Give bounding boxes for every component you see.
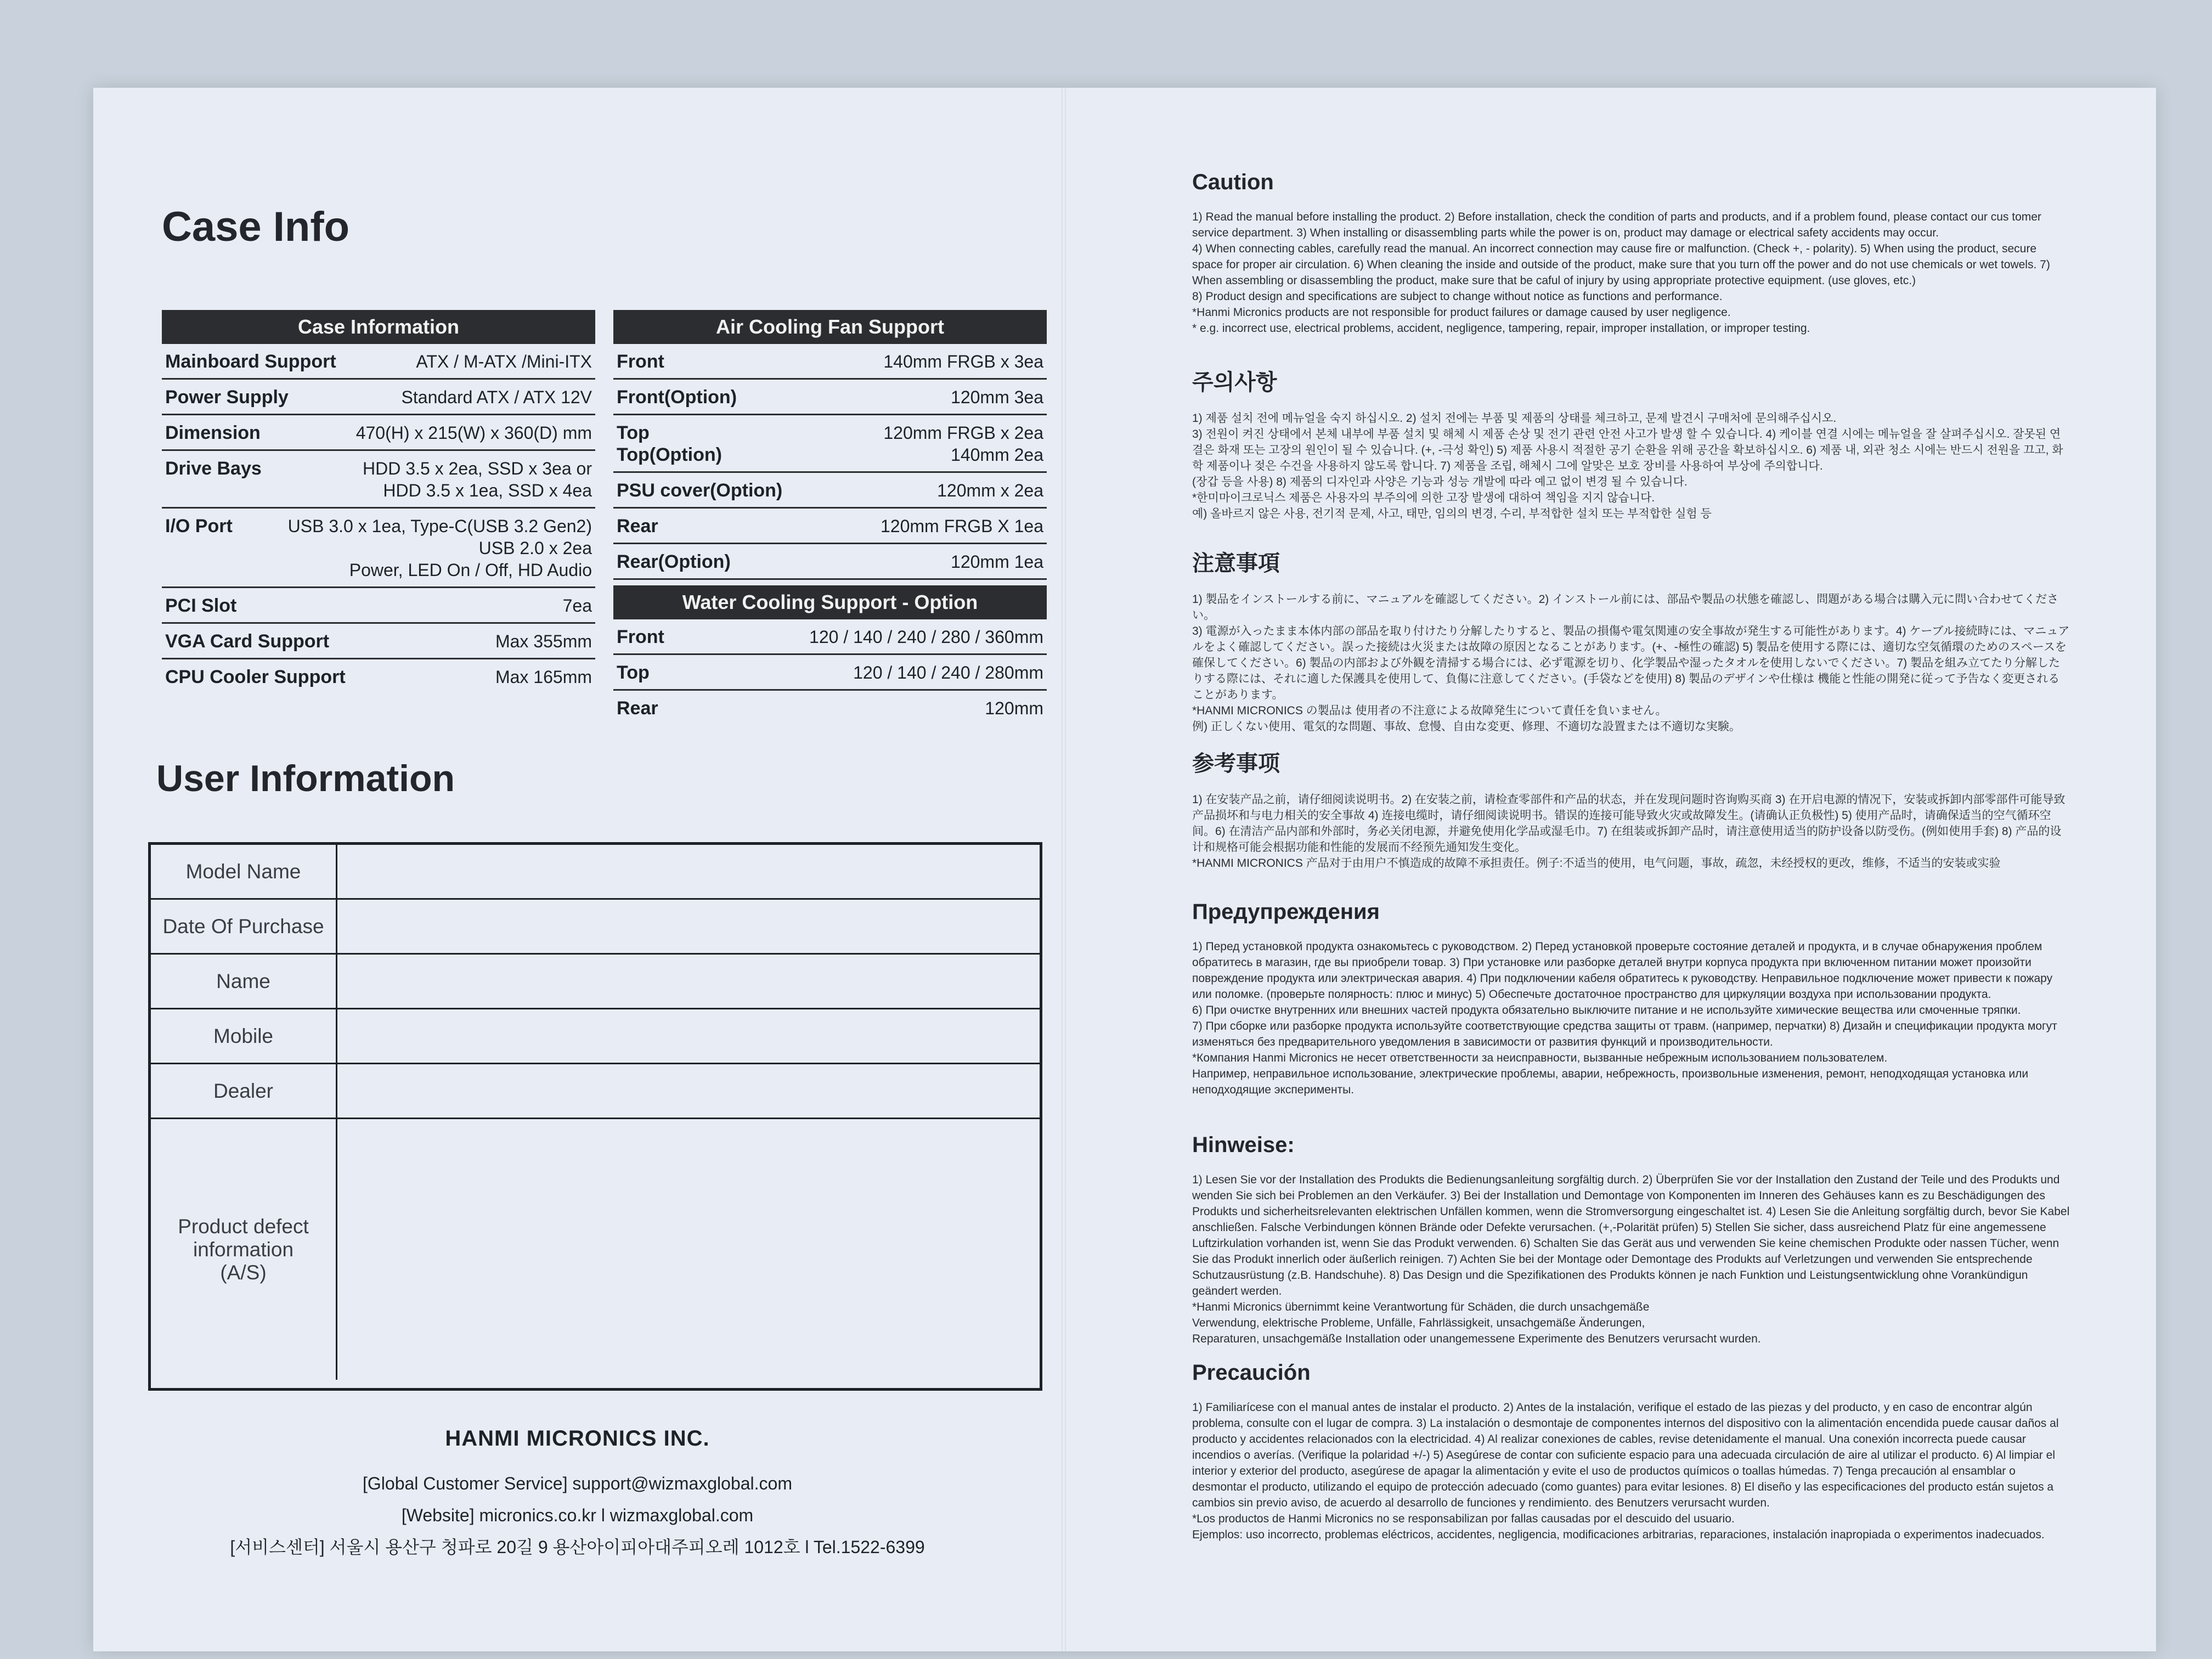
spec-label: Top bbox=[617, 662, 650, 683]
spec-row bbox=[162, 509, 595, 588]
spec-value: HDD 3.5 x 2ea, SSD x 3ea or HDD 3.5 x 1ea, SSD x 4ea bbox=[363, 459, 592, 500]
section-title: Предупреждения bbox=[1192, 900, 1380, 924]
spec-value: 120mm x 2ea bbox=[937, 481, 1043, 500]
spec-label: Dimension bbox=[165, 422, 261, 443]
user-table-row bbox=[151, 955, 1040, 1009]
section-body: 1) 제품 설치 전에 메뉴얼을 숙지 하십시오. 2) 설치 전에는 부품 및 제품의 상태를 체크하고, 문제 발견시 구매처에 문의해주십시오. 3) 전원이 켜진 상태에서 본체 내부에 부품 설치 및 해체 시 제품 손상 및 전기 관련 안전 사고가 발생 할 수 있습니다. 4) 케이블 연결 시에는 메뉴얼을 잘 살펴주십시오. 잘못된 연결은 화재 또는 고장의 원인이 될 수 있습니다. (+, -극성 확인) 5) 제품 사용시 적절한 공기 순환을 위해 공간을 확보하십시오. 6) 제품 내, 외관 청소 시에는 반드시 전원을 끄고, 화학 제품이나 젖은 수건을 사용하지 않도록 합니다. 7) 제품을 조립, 해체시 그에 알맞은 보호 장비를 사용하여 부상에 주의합니다. (장갑 등을 사용) 8) 제품의 디자인과 사양은 기능과 성능 개발에 따라 예고 없이 변경 될 수 있습니다. *한미마이크로닉스 제품은 사용자의 부주의에 의한 고장 발생에 대하여 책임을 지지 않습니다. 예) 올바르지 않은 사용, 전기적 문제, 사고, 태만, 임의의 변경, 수리, 부적합한 설치 또는 부적합한 실험 등 bbox=[1192, 412, 2063, 520]
user-table-blank-field bbox=[337, 1009, 1040, 1063]
spec-value: ATX / M-ATX /Mini-ITX bbox=[416, 352, 592, 371]
spec-label: Front(Option) bbox=[617, 387, 737, 408]
user-table-blank-field bbox=[337, 1119, 1040, 1380]
spec-value: 120mm 3ea bbox=[951, 387, 1043, 407]
spec-label: Rear bbox=[617, 516, 658, 537]
spec-value: 470(H) x 215(W) x 360(D) mm bbox=[356, 423, 592, 443]
left-page bbox=[93, 88, 1062, 1651]
user-table-label: Mobile bbox=[151, 1009, 337, 1063]
spec-value: 120mm bbox=[985, 698, 1043, 718]
user-table-label: Product defect information (A/S) bbox=[151, 1119, 337, 1380]
website-line: [Website] micronics.co.kr l wizmaxglobal.com bbox=[401, 1505, 754, 1525]
spec-row bbox=[162, 415, 595, 451]
company-name: HANMI MICRONICS INC. bbox=[445, 1426, 710, 1451]
spec-label: Front bbox=[617, 627, 664, 647]
caution-en-section bbox=[1192, 170, 2070, 336]
caution-es-section bbox=[1192, 1361, 2070, 1543]
spec-value: USB 3.0 x 1ea, Type-C(USB 3.2 Gen2) USB 2.0 x 2ea Power, LED On / Off, HD Audio bbox=[287, 516, 592, 580]
section-body: 1) Familiarícese con el manual antes de instalar el producto. 2) Antes de la instalación, verifique el estado de las piezas y del producto, y en caso de encontrar algún problema, consulte con el lugar de compra. 3) La instalación o desmontaje de componentes internos del dispositivo con la alimentación encendida puede causar daños al producto y accidentes relacionados con la electricidad. 4) Al realizar conexiones de cables, revise detenidamente el manual. Una conexión incorrecta puede causar incendios o averías. (Verifique la polaridad +/-) 5) Asegúrese de contar con suficiente espacio para una adecuada circulación de aire al utilizar el producto. 6) Al limpiar el interior y exterior del producto, asegúrese de apagar la alimentación y evite el uso de productos químicos o toallas húmedas. 7) Tenga precaución al ensamblar o desmontar el producto, utilizando el equipo de protección adecuado (como guantes) para evitar lesiones. 8) El diseño y las especificaciones del producto están sujetos a cambios sin previo aviso, de acuerdo al desarrollo de funciones y rendimiento. des Benutzers verursacht wurden. *Los productos de Hanmi Micronics no se responsabilizan por fallas causadas por el descuido del usuario. Ejemplos: uso incorrecto, problemas eléctricos, accidentes, negligencia, modificaciones arbitrarias, reparaciones, instalación inapropiada o experimentos inadecuados. bbox=[1192, 1401, 2059, 1541]
spec-row bbox=[613, 619, 1047, 655]
user-table-blank-field bbox=[337, 955, 1040, 1008]
section-body: 1) 製品をインストールする前に、マニュアルを確認してください。2) インストール前には、部品や製品の状態を確認し、問題がある場合は購入元に問い合わせてください。 3) 電源が入ったまま本体内部の部品を取り付けたり分解したりすると、製品の損傷や電気関連の安全事故が発生する可能性があります。4) ケーブル接続時には、マニュアルをよく確認してください。誤った接続は火災または故障の原因となることがあります。(+、-極性の確認) 5) 製品を使用する際には、適切な空気循環のためのスペースを確保してください。6) 製品の内部および外観を清掃する場合には、必ず電源を切り、化学製品や湿ったタオルを使用しないでください。7) 製品を組み立てたり分解したりする際には、それに適した保護具を使用して、負傷に注意してください。(手袋などを使用) 8) 製品のデザインや仕様は 機能と性能の開発に従って予告なく変更されることがあります。 *HANMI MICRONICS の製品は 使用者の不注意による故障発生について責任を負いません。 例) 正しくない使用、電気的な問題、事故、怠慢、自由な変更、修理、不適切な設置または不適切な実験。 bbox=[1192, 593, 2070, 733]
user-table-blank-field bbox=[337, 900, 1040, 953]
air-cooling-rows bbox=[613, 344, 1047, 580]
spec-row bbox=[613, 655, 1047, 691]
spec-value: 120 / 140 / 240 / 280mm bbox=[853, 663, 1043, 682]
case-information-table bbox=[162, 310, 595, 693]
spec-label: I/O Port bbox=[165, 516, 233, 537]
spec-label: Rear bbox=[617, 698, 658, 719]
spec-row bbox=[613, 509, 1047, 544]
section-title: 参考事项 bbox=[1192, 752, 1280, 776]
user-table-label: Dealer bbox=[151, 1064, 337, 1118]
spec-row bbox=[613, 544, 1047, 580]
spec-label: Drive Bays bbox=[165, 458, 262, 479]
spec-label: CPU Cooler Support bbox=[165, 667, 346, 687]
caution-zh-section bbox=[1192, 746, 2070, 871]
spec-row bbox=[162, 624, 595, 659]
spec-row bbox=[613, 473, 1047, 509]
section-body: 1) Lesen Sie vor der Installation des Produkts die Bedienungsanleitung sorgfältig durch. 2) Überprüfen Sie vor der Installation den Zustand der Teile und des Produkts und wenden Sie sich bei Problemen an den Verkäufer. 3) Bei der Installation und Demontage von Komponenten im Inneren des Gehäuses kann es zu Beschädigungen des Produkts und sicherheitsrelevanten elektrischen Unfällen kommen, wenn die Stromversorgung eingeschaltet ist. 4) Lesen Sie die Anleitung sorgfältig durch, bevor Sie Kabel anschließen. Falsche Verbindungen können Brände oder Defekte verursachen. (+,-Polarität prüfen) 5) Stellen Sie sicher, dass ausreichend Platz für eine angemessene Luftzirkulation vorhanden ist, wenn Sie das Produkt verwenden. 6) Schalten Sie das Gerät aus und verwenden Sie keine chemischen Produkte oder nassen Tücher, wenn Sie das Produkt innerlich oder äußerlich reinigen. 7) Achten Sie bei der Montage oder Demontage des Produkts auf Verletzungen und verwenden Sie entsprechende Schutzausrüstung (z.B. Handschuhe). 8) Das Design und die Spezifikationen des Produkts können je nach Funktion und Leistungsentwicklung ohne Vorankündigun geändert werden. *Hanmi Micronics übernimmt keine Verantwortung für Schäden, die durch unsachgemäße Verwendung, elektrische Probleme, Unfälle, Fahrlässigkeit, unsachgemäße Änderungen, Reparaturen, unsachgemäße Installation oder unangemessene Experimente des Benutzers verursacht wurden. bbox=[1192, 1173, 2070, 1345]
section-body: 1) Read the manual before installing the product. 2) Before installation, check the condition of parts and products, and if a problem found, please contact our cus tomer service department. 3) When installing or disassembling parts while the power is on, product may damage or electrical safety accidents may occur. 4) When connecting cables, carefully read the manual. An incorrect connection may cause fire or malfunction. (Check +, - polarity). 5) When using the product, secure space for proper air circulation. 6) When cleaning the inside and outside of the product, make sure that you turn off the power and do not use chemicals or wet towels. 7) When assembling or disassembling the product, make sure that be caful of injury by using appropriate protective equipment. (use gloves, etc.) 8) Product design and specifications are subject to change without notice as functions and performance. *Hanmi Micronics products are not responsible for product failures or damage caused by user negligence. * e.g. incorrect use, electrical problems, accident, negligence, tampering, repair, improper installation, or improper testing. bbox=[1192, 211, 2050, 335]
spec-label: PCI Slot bbox=[165, 595, 237, 616]
spec-row bbox=[613, 691, 1047, 725]
spec-label: Rear(Option) bbox=[617, 551, 731, 572]
right-page bbox=[1066, 88, 2156, 1651]
user-table-label: Date Of Purchase bbox=[151, 900, 337, 953]
spec-label: PSU cover(Option) bbox=[617, 480, 783, 501]
section-title: Caution bbox=[1192, 170, 1274, 194]
service-center-line: [서비스센터] 서울시 용산구 청파로 20길 9 용산아이피아대주피오레 1012호 l Tel.1522-6399 bbox=[230, 1537, 925, 1557]
spec-row bbox=[613, 415, 1047, 473]
spec-value: Standard ATX / ATX 12V bbox=[401, 387, 592, 407]
section-title: 주의사항 bbox=[1192, 370, 1277, 394]
caution-de-section bbox=[1192, 1133, 2070, 1347]
spec-value: Max 165mm bbox=[495, 667, 592, 687]
spec-value: 7ea bbox=[562, 596, 592, 616]
case-information-rows bbox=[162, 344, 595, 693]
caution-ko-section bbox=[1192, 365, 2070, 522]
caution-ru-section bbox=[1192, 900, 2070, 1098]
user-table-row bbox=[151, 1064, 1040, 1119]
spec-value: 120mm 1ea bbox=[951, 552, 1043, 572]
spec-row bbox=[162, 588, 595, 624]
cooling-support-column bbox=[613, 310, 1047, 725]
spec-label: VGA Card Support bbox=[165, 631, 330, 652]
spec-row bbox=[613, 380, 1047, 415]
company-info bbox=[93, 1426, 1062, 1563]
case-info-title: Case Info bbox=[162, 204, 350, 250]
user-table-row bbox=[151, 900, 1040, 955]
section-title: Hinweise: bbox=[1192, 1133, 1295, 1157]
user-table-label: Model Name bbox=[151, 845, 337, 898]
customer-service-line: [Global Customer Service] support@wizmaxglobal.com bbox=[363, 1474, 792, 1493]
spec-row bbox=[162, 380, 595, 415]
user-table-row bbox=[151, 845, 1040, 900]
page-fold bbox=[1062, 88, 1066, 1651]
section-body: 1) Перед установкой продукта ознакомьтесь с руководством. 2) Перед установкой проверьте состояние деталей и продукта, и в случае обнаружения проблем обратитесь в магазин, где вы приобрели товар. 3) При установке или разборке деталей внутри корпуса продукта при включенном питании может произойти повреждение продукта или электрическая авария. 4) При подключении кабеля обратитесь к руководству. Неправильное подключение может привести к пожару или поломке. (проверьте полярность: плюс и минус) 5) Обеспечьте достаточное пространство для циркуляции воздуха при использовании продукта. 6) При очистке внутренних или внешних частей продукта обязательно выключите питание и не используйте химические вещества или смоченные тряпки. 7) При сборке или разборке продукта используйте соответствующие средства защиты от травм. (например, перчатки) 8) Дизайн и спецификации продукта могут изменяться без предварительного уведомления в зависимости от развития функций и производительности. *Компания Hanmi Micronics не несет ответственности за неисправности, вызванные небрежным использованием пользователем. Например, неправильное использование, электрические проблемы, аварии, небрежность, произвольные изменения, ремонт, неподходящая установка или неподходящие эксперименты. bbox=[1192, 940, 2057, 1096]
section-body: 1) 在安装产品之前，请仔细阅读说明书。2) 在安装之前，请检查零部件和产品的状态，并在发现问题时咨询购买商 3) 在开启电源的情况下，安装或拆卸内部零部件可能导致产品损坏和与电力相关的安全事故 4) 连接电缆时，请仔细阅读说明书。错误的连接可能导致火灾或故障发生。(请确认正负极性) 5) 使用产品时，请确保适当的空气循环空间。6) 在清洁产品内部和外部时，务必关闭电源，并避免使用化学品或湿毛巾。7) 在组装或拆卸产品时，请注意使用适当的防护设备以防受伤。(例如使用手套) 8) 产品的设计和规格可能会根据功能和性能的发展而不经预先通知发生变化。 *HANMI MICRONICS 产品对于由用户不慎造成的故障不承担责任。例子:不适当的使用，电气问题，事故，疏忽，未经授权的更改，维修，不适当的安装或实验 bbox=[1192, 793, 2066, 870]
spec-label: Power Supply bbox=[165, 387, 289, 408]
air-cooling-header: Air Cooling Fan Support bbox=[613, 310, 1047, 344]
user-information-title: User Information bbox=[156, 758, 455, 799]
spec-row bbox=[162, 451, 595, 509]
section-title: Precaución bbox=[1192, 1361, 1311, 1385]
spec-row bbox=[162, 344, 595, 380]
water-cooling-header: Water Cooling Support - Option bbox=[613, 585, 1047, 619]
caution-ja-section bbox=[1192, 546, 2070, 735]
user-table-blank-field bbox=[337, 845, 1040, 898]
spec-label: Mainboard Support bbox=[165, 351, 336, 372]
spec-value: 120mm FRGB x 2ea 140mm 2ea bbox=[883, 423, 1043, 465]
user-table-label: Name bbox=[151, 955, 337, 1008]
case-information-header: Case Information bbox=[162, 310, 595, 344]
user-table-row bbox=[151, 1009, 1040, 1064]
user-table-row bbox=[151, 1119, 1040, 1380]
section-title: 注意事項 bbox=[1192, 551, 1280, 575]
user-table-blank-field bbox=[337, 1064, 1040, 1118]
spec-value: Max 355mm bbox=[495, 631, 592, 651]
spec-row bbox=[162, 659, 595, 693]
spec-label: Front bbox=[617, 351, 664, 372]
spec-label: Top Top(Option) bbox=[617, 422, 722, 465]
spec-value: 120 / 140 / 240 / 280 / 360mm bbox=[809, 627, 1043, 647]
spec-value: 120mm FRGB X 1ea bbox=[881, 516, 1043, 536]
user-information-table bbox=[148, 842, 1042, 1391]
spec-row bbox=[613, 344, 1047, 380]
water-cooling-rows bbox=[613, 619, 1047, 725]
spec-value: 140mm FRGB x 3ea bbox=[883, 352, 1043, 371]
